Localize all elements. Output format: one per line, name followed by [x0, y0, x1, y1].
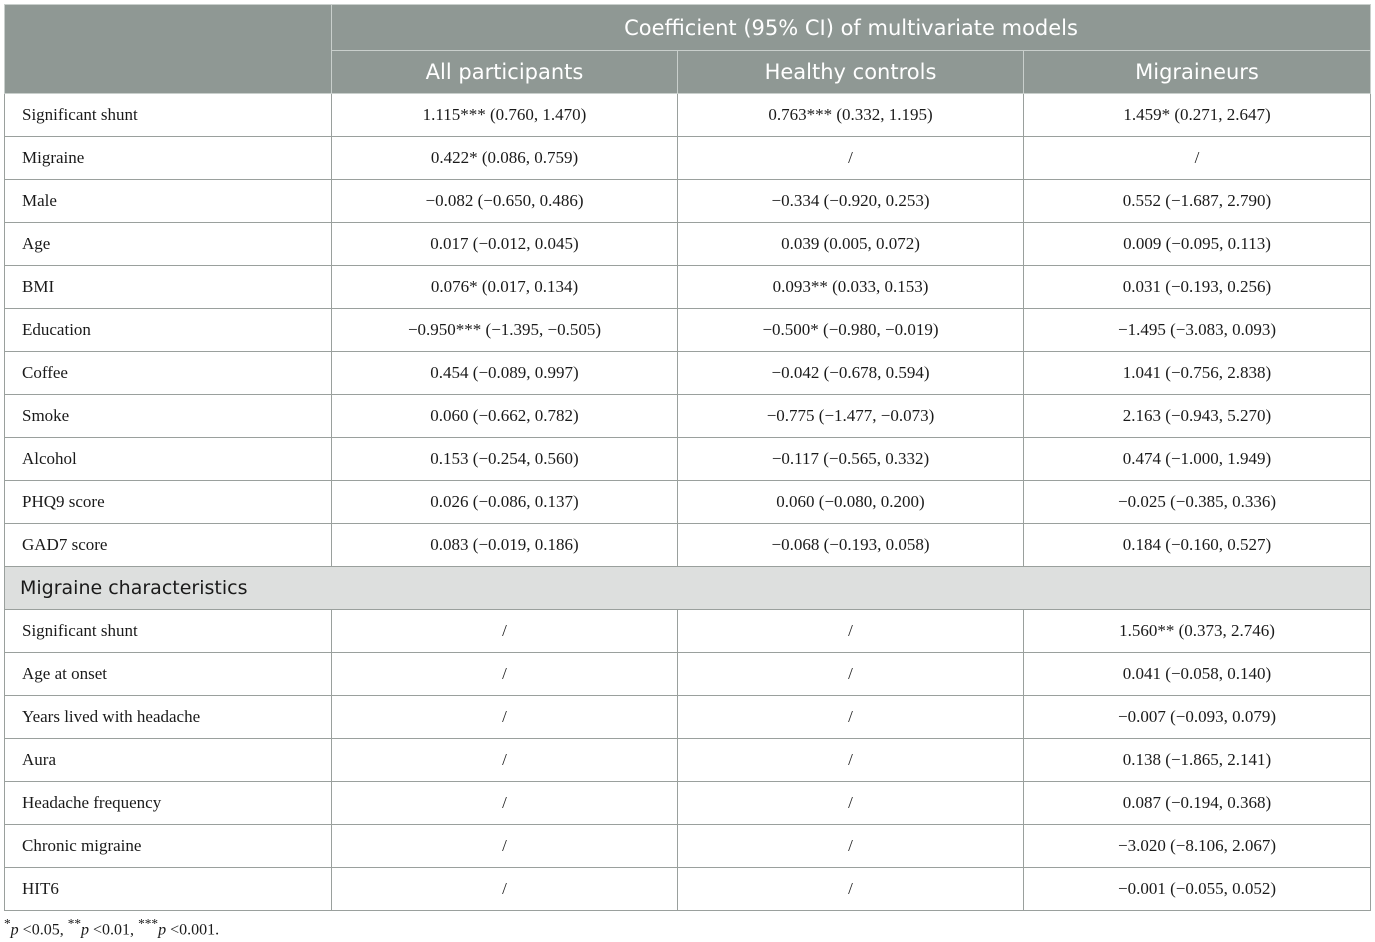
table-row	[5, 266, 1371, 309]
cell-value: 0.422* (0.086, 0.759)	[332, 137, 678, 180]
table-row	[5, 223, 1371, 266]
row-label: Smoke	[5, 395, 332, 438]
cell-value: 0.017 (−0.012, 0.045)	[332, 223, 678, 266]
row-label: Significant shunt	[5, 610, 332, 653]
footnote-mark-3: ***	[138, 916, 159, 931]
row-label: Significant shunt	[5, 94, 332, 137]
cell-value: 0.060 (−0.080, 0.200)	[678, 481, 1024, 524]
header-empty-cell	[5, 5, 332, 94]
cell-value: 0.138 (−1.865, 2.141)	[1024, 739, 1371, 782]
cell-value: /	[332, 696, 678, 739]
footnote-mark-1: *	[4, 916, 11, 931]
cell-value: /	[1024, 137, 1371, 180]
row-label: Aura	[5, 739, 332, 782]
row-label: Years lived with headache	[5, 696, 332, 739]
cell-value: 0.076* (0.017, 0.134)	[332, 266, 678, 309]
table-row	[5, 94, 1371, 137]
section-title: Migraine characteristics	[5, 567, 1371, 610]
row-label: Headache frequency	[5, 782, 332, 825]
table-row	[5, 352, 1371, 395]
table-row	[5, 610, 1371, 653]
table-row	[5, 653, 1371, 696]
cell-value: −0.068 (−0.193, 0.058)	[678, 524, 1024, 567]
cell-value: /	[332, 653, 678, 696]
cell-value: −0.042 (−0.678, 0.594)	[678, 352, 1024, 395]
cell-value: 0.083 (−0.019, 0.186)	[332, 524, 678, 567]
cell-value: /	[678, 610, 1024, 653]
cell-value: −0.775 (−1.477, −0.073)	[678, 395, 1024, 438]
cell-value: −0.500* (−0.980, −0.019)	[678, 309, 1024, 352]
table-row	[5, 868, 1371, 911]
cell-value: /	[332, 868, 678, 911]
row-label: Age at onset	[5, 653, 332, 696]
cell-value: −0.007 (−0.093, 0.079)	[1024, 696, 1371, 739]
row-label: Chronic migraine	[5, 825, 332, 868]
cell-value: 0.087 (−0.194, 0.368)	[1024, 782, 1371, 825]
column-header-controls: Healthy controls	[678, 51, 1024, 94]
table-footnote	[4, 916, 219, 939]
table-row	[5, 438, 1371, 481]
table-row	[5, 481, 1371, 524]
footnote-text-3: <0.001.	[166, 921, 220, 939]
cell-value: 2.163 (−0.943, 5.270)	[1024, 395, 1371, 438]
cell-value: 1.459* (0.271, 2.647)	[1024, 94, 1371, 137]
table-row	[5, 137, 1371, 180]
row-label: Alcohol	[5, 438, 332, 481]
cell-value: −0.117 (−0.565, 0.332)	[678, 438, 1024, 481]
cell-value: /	[332, 610, 678, 653]
cell-value: 0.009 (−0.095, 0.113)	[1024, 223, 1371, 266]
footnote-text-1: <0.05,	[18, 921, 68, 939]
row-label: HIT6	[5, 868, 332, 911]
cell-value: /	[332, 825, 678, 868]
cell-value: 0.060 (−0.662, 0.782)	[332, 395, 678, 438]
cell-value: 0.552 (−1.687, 2.790)	[1024, 180, 1371, 223]
cell-value: /	[678, 739, 1024, 782]
cell-value: 1.041 (−0.756, 2.838)	[1024, 352, 1371, 395]
cell-value: −0.334 (−0.920, 0.253)	[678, 180, 1024, 223]
cell-value: /	[678, 782, 1024, 825]
cell-value: −0.082 (−0.650, 0.486)	[332, 180, 678, 223]
footnote-text-2: <0.01,	[89, 921, 139, 939]
row-label: Education	[5, 309, 332, 352]
cell-value: −1.495 (−3.083, 0.093)	[1024, 309, 1371, 352]
cell-value: 0.454 (−0.089, 0.997)	[332, 352, 678, 395]
cell-value: 0.026 (−0.086, 0.137)	[332, 481, 678, 524]
cell-value: −3.020 (−8.106, 2.067)	[1024, 825, 1371, 868]
footnote-p-2: p	[81, 921, 90, 939]
footnote-p-3: p	[158, 921, 167, 939]
group-header: Coefficient (95% CI) of multivariate models	[332, 5, 1371, 51]
cell-value: /	[678, 825, 1024, 868]
cell-value: 0.184 (−0.160, 0.527)	[1024, 524, 1371, 567]
cell-value: −0.001 (−0.055, 0.052)	[1024, 868, 1371, 911]
cell-value: 0.041 (−0.058, 0.140)	[1024, 653, 1371, 696]
row-label: Migraine	[5, 137, 332, 180]
cell-value: 0.031 (−0.193, 0.256)	[1024, 266, 1371, 309]
cell-value: −0.950*** (−1.395, −0.505)	[332, 309, 678, 352]
row-label: PHQ9 score	[5, 481, 332, 524]
cell-value: 0.763*** (0.332, 1.195)	[678, 94, 1024, 137]
column-header-migraineurs: Migraineurs	[1024, 51, 1371, 94]
cell-value: 0.474 (−1.000, 1.949)	[1024, 438, 1371, 481]
footnote-mark-2: **	[67, 916, 82, 931]
footnote-p-1: p	[10, 921, 19, 939]
results-table-container	[4, 4, 1370, 911]
section-header-row	[5, 567, 1371, 610]
table-row	[5, 309, 1371, 352]
cell-value: /	[678, 696, 1024, 739]
column-header-all: All participants	[332, 51, 678, 94]
cell-value: /	[678, 137, 1024, 180]
table-row	[5, 739, 1371, 782]
table-row	[5, 395, 1371, 438]
row-label: Coffee	[5, 352, 332, 395]
cell-value: /	[332, 739, 678, 782]
cell-value: 1.560** (0.373, 2.746)	[1024, 610, 1371, 653]
table-row	[5, 782, 1371, 825]
table-row	[5, 180, 1371, 223]
table-row	[5, 696, 1371, 739]
cell-value: 1.115*** (0.760, 1.470)	[332, 94, 678, 137]
row-label: Male	[5, 180, 332, 223]
row-label: GAD7 score	[5, 524, 332, 567]
cell-value: /	[678, 653, 1024, 696]
cell-value: 0.153 (−0.254, 0.560)	[332, 438, 678, 481]
row-label: Age	[5, 223, 332, 266]
row-label: BMI	[5, 266, 332, 309]
results-table	[4, 4, 1371, 911]
cell-value: 0.039 (0.005, 0.072)	[678, 223, 1024, 266]
table-row	[5, 524, 1371, 567]
cell-value: −0.025 (−0.385, 0.336)	[1024, 481, 1371, 524]
cell-value: /	[332, 782, 678, 825]
cell-value: 0.093** (0.033, 0.153)	[678, 266, 1024, 309]
table-row	[5, 825, 1371, 868]
cell-value: /	[678, 868, 1024, 911]
